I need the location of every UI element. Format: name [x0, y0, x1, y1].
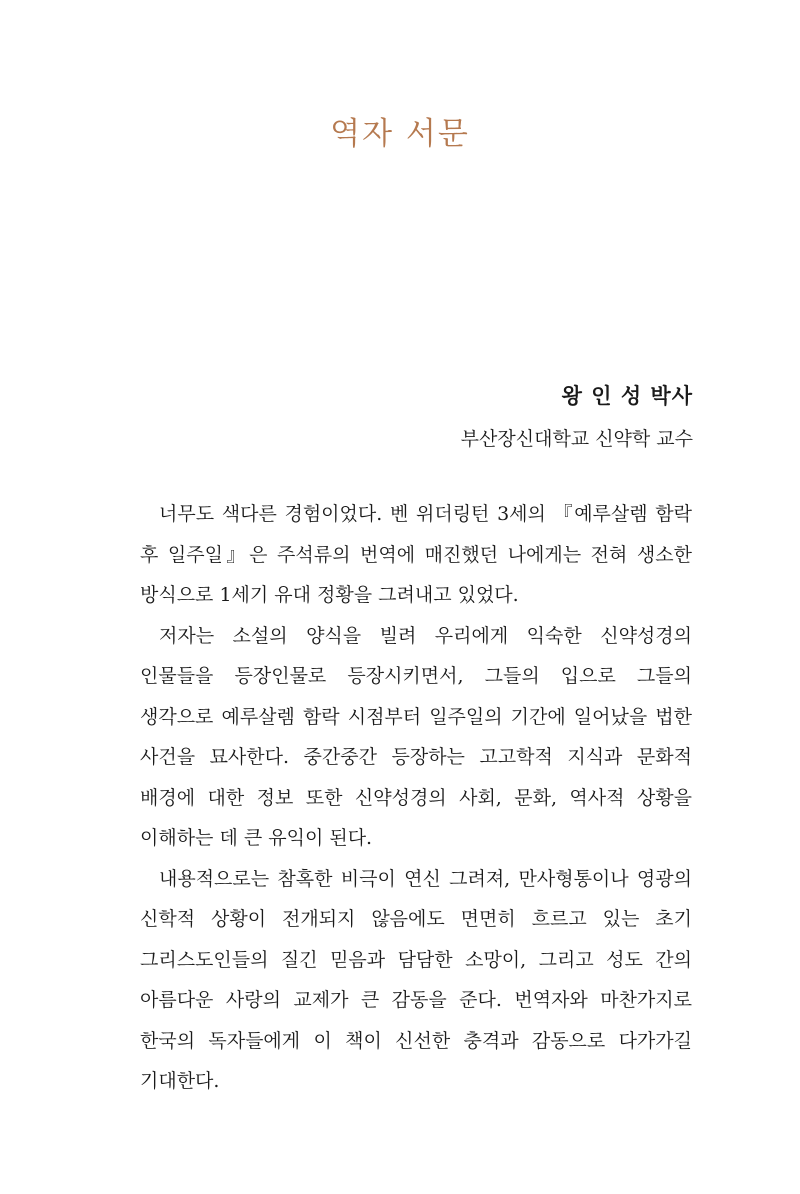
chapter-title: 역자 서문 [330, 116, 470, 152]
author-affiliation: 부산장신대학교 신약학 교수 [460, 428, 693, 450]
paragraph-1: 너무도 색다른 경험이었다. 벤 위더링턴 3세의 『예루살렘 함락 후 일주일』은 주석류의 번역에 매진했던 나에게는 전혀 생소한 방식으로 1세기 유대 정황을 그려내고 있었다. [140, 503, 692, 606]
author-block [461, 380, 693, 451]
paragraph-2: 저자는 소설의 양식을 빌려 우리에게 익숙한 신약성경의 인물들을 등장인물로 등장시키면서, 그들의 입으로 그들의 생각으로 예루살렘 함락 시점부터 일주일의 기간에 일어났을 법한 사건을 묘사한다. 중간중간 등장하는 고고학적 지식과 문화적 배경에 대한 정보 또한 신약성경의 사회, 문화, 역사적 상황을 이해하는 데 큰 유익이 된다. [140, 624, 692, 849]
author-name: 왕 인 성 박사 [561, 384, 693, 408]
preface-body [140, 494, 692, 1102]
paragraph-3: 내용적으로는 참혹한 비극이 연신 그려져, 만사형통이나 영광의 신학적 상황이 전개되지 않음에도 면면히 흐르고 있는 초기 그리스도인들의 질긴 믿음과 담담한 소망이, 그리고 성도 간의 아름다운 사랑의 교제가 큰 감동을 준다. 번역자와 마찬가지로 한국의 독자들에게 이 책이 신선한 충격과 감동으로 다가가길 기대한다. [140, 867, 692, 1092]
